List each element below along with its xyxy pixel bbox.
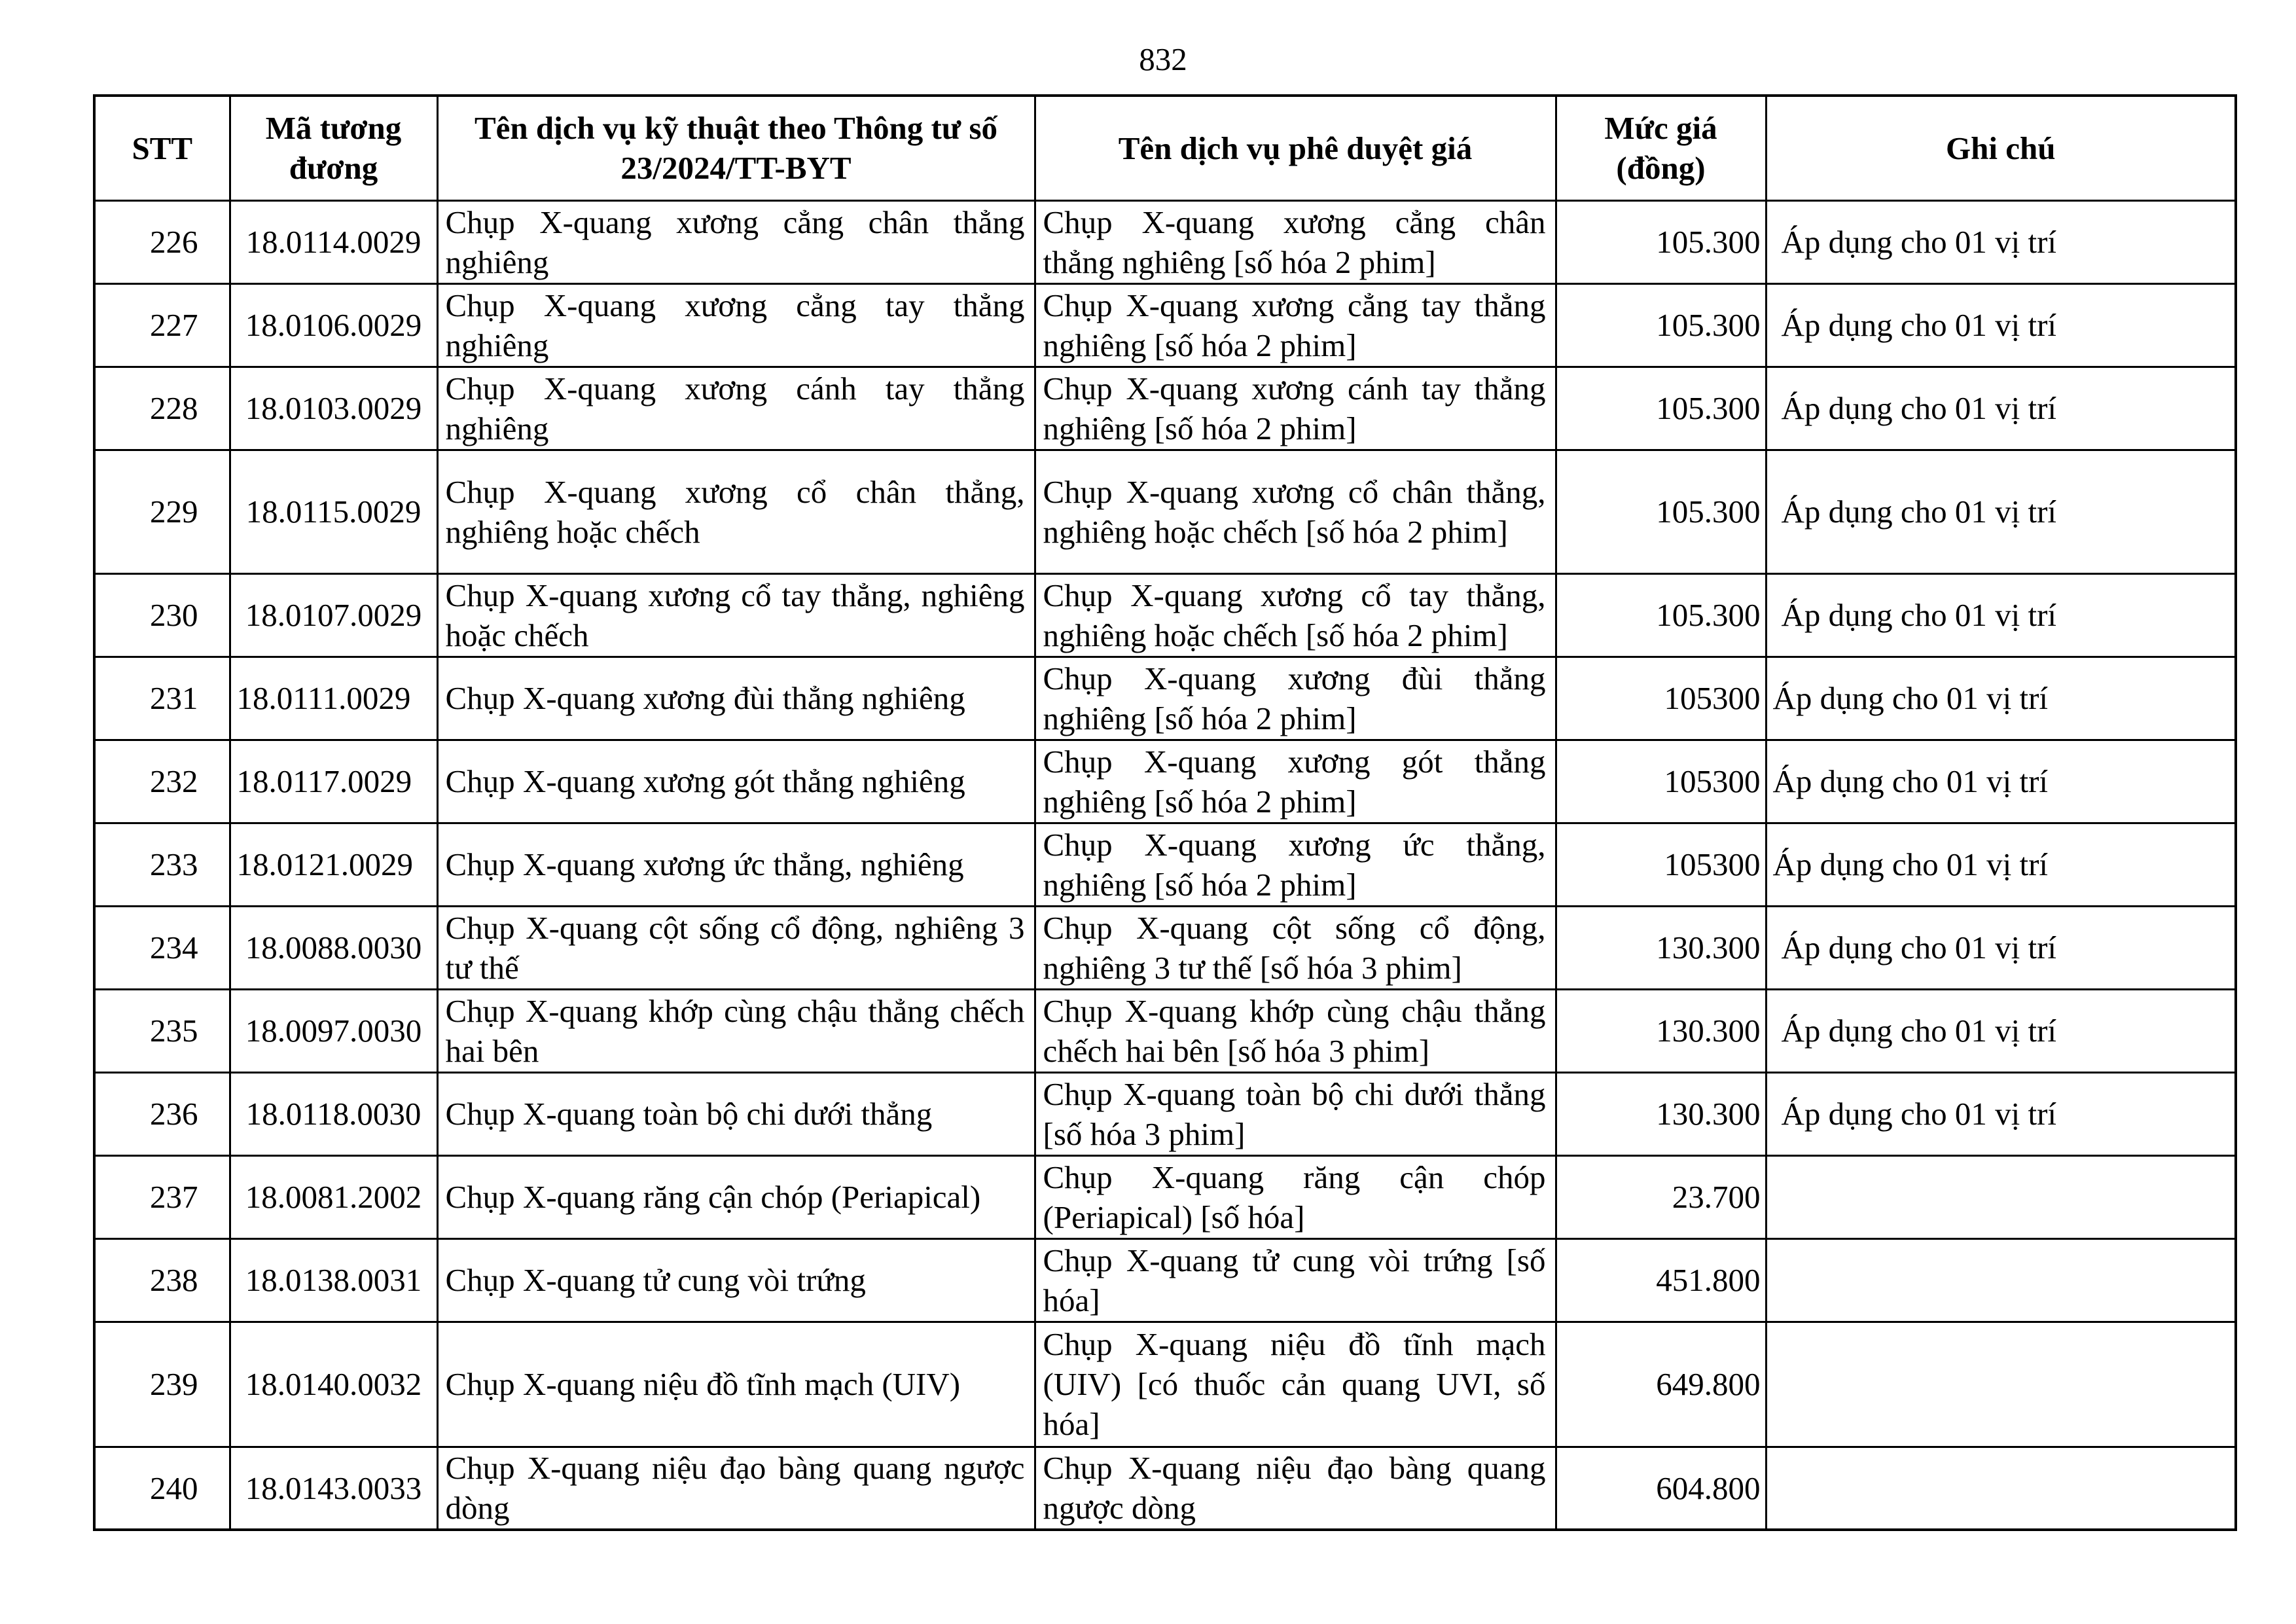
price-cell [1556,989,1766,1072]
technical-name-line: Chụp X-quang xương cẳng tay thẳng [445,287,1025,323]
price-cell [1556,1238,1766,1322]
technical-name-line: Chụp X-quang xương cổ chân thẳng, [445,473,1025,510]
stt-text: 238 [150,1262,198,1298]
header-stt-line: STT [132,130,193,166]
note-text: Áp dụng cho 01 vị trí [1781,494,2057,530]
header-technical-name-line: 23/2024/TT-BYT [620,150,852,187]
note-cell [1766,906,2236,989]
technical-name-cell [437,657,1035,740]
technical-name-cell [437,1447,1035,1530]
note-cell [1766,1072,2236,1155]
table-row [94,1072,2236,1155]
approved-name-cell [1035,450,1556,573]
technical-name-cell [437,989,1035,1072]
note-cell [1766,573,2236,657]
note-cell [1766,989,2236,1072]
technical-name-line: nghiêng hoặc chếch [445,513,700,550]
stt-cell [94,200,230,283]
approved-name-line: Chụp X-quang toàn bộ chi dưới thẳng [1043,1075,1546,1112]
price-cell [1556,1322,1766,1447]
note-cell [1766,450,2236,573]
approved-name-line: ngược dòng [1043,1490,1196,1526]
table-row [94,367,2236,450]
stt-cell [94,823,230,906]
code-cell [230,1322,437,1447]
code-text: 18.0114.0029 [245,224,422,260]
stt-cell [94,367,230,450]
technical-name-cell [437,1322,1035,1447]
stt-cell [94,1447,230,1530]
code-text: 18.0121.0029 [236,846,413,882]
approved-name-line: Chụp X-quang xương ức thẳng, [1043,826,1546,863]
header-price-line: Mức giá [1604,110,1717,147]
price-text: 23.700 [1672,1179,1761,1215]
stt-text: 234 [150,929,198,965]
table-row [94,906,2236,989]
price-text: 105.300 [1656,494,1761,530]
approved-name-line: Chụp X-quang xương đùi thẳng [1043,660,1546,696]
approved-name-line: nghiêng 3 tư thế [số hóa 3 phim] [1043,949,1462,986]
note-text: Áp dụng cho 01 vị trí [1781,929,2057,965]
table-row [94,1447,2236,1530]
price-cell [1556,1155,1766,1238]
code-text: 18.0103.0029 [245,390,422,426]
stt-cell [94,450,230,573]
note-cell [1766,823,2236,906]
approved-name-cell [1035,989,1556,1072]
price-cell [1556,450,1766,573]
stt-text: 230 [150,597,198,633]
stt-cell [94,573,230,657]
approved-name-line: nghiêng [số hóa 2 phim] [1043,410,1357,446]
code-cell [230,573,437,657]
code-text: 18.0097.0030 [245,1013,422,1049]
technical-name-cell [437,906,1035,989]
price-cell [1556,1072,1766,1155]
code-cell [230,1238,437,1322]
code-cell [230,1155,437,1238]
code-text: 18.0143.0033 [245,1470,422,1506]
note-text: Áp dụng cho 01 vị trí [1781,390,2057,426]
approved-name-cell [1035,823,1556,906]
note-text: Áp dụng cho 01 vị trí [1781,1096,2057,1132]
approved-name-line: Chụp X-quang tử cung vòi trứng [số [1043,1242,1546,1278]
stt-text: 229 [150,494,198,530]
approved-name-line: [số hóa 3 phim] [1043,1115,1246,1152]
approved-name-cell [1035,1447,1556,1530]
stt-text: 236 [150,1096,198,1132]
code-text: 18.0138.0031 [245,1262,422,1298]
table-row [94,657,2236,740]
table-row [94,200,2236,283]
note-text: Áp dụng cho 01 vị trí [1781,307,2057,343]
code-text: 18.0106.0029 [245,307,422,343]
approved-name-line: (UIV) [có thuốc cản quang UVI, số [1043,1366,1546,1402]
stt-text: 233 [150,846,198,882]
technical-name-line: tư thế [445,949,519,986]
approved-name-line: nghiêng [số hóa 2 phim] [1043,783,1357,820]
stt-text: 239 [150,1366,198,1402]
technical-name-cell [437,200,1035,283]
header-note-line: Ghi chú [1946,130,2056,166]
code-cell [230,657,437,740]
stt-cell [94,1072,230,1155]
stt-cell [94,657,230,740]
stt-text: 235 [150,1013,198,1049]
approved-name-line: thẳng nghiêng [số hóa 2 phim] [1043,244,1436,280]
approved-name-cell [1035,906,1556,989]
stt-text: 232 [150,763,198,799]
technical-name-line: Chụp X-quang toàn bộ chi dưới thẳng [445,1096,933,1132]
header-row [94,96,2236,200]
note-text: Áp dụng cho 01 vị trí [1772,680,2049,716]
header-approved-name [1035,96,1556,200]
code-text: 18.0107.0029 [245,597,422,633]
note-text: Áp dụng cho 01 vị trí [1781,224,2057,260]
technical-name-line: Chụp X-quang xương ức thẳng, nghiêng [445,846,964,882]
note-cell [1766,740,2236,823]
approved-name-line: Chụp X-quang xương gót thẳng [1043,743,1546,780]
header-stt [94,96,230,200]
approved-name-line: Chụp X-quang niệu đạo bàng quang [1043,1450,1546,1487]
stt-cell [94,989,230,1072]
header-price [1556,96,1766,200]
note-cell [1766,283,2236,367]
code-cell [230,283,437,367]
technical-name-line: Chụp X-quang niệu đạo bàng quang ngược [445,1450,1025,1487]
table-header [94,96,2236,200]
stt-text: 240 [150,1470,198,1506]
stt-text: 226 [150,224,198,260]
code-text: 18.0081.2002 [245,1179,422,1215]
stt-cell [94,1238,230,1322]
technical-name-line: nghiêng [445,327,549,363]
price-cell [1556,657,1766,740]
header-technical-name [437,96,1035,200]
stt-text: 231 [150,680,198,716]
approved-name-line: Chụp X-quang niệu đồ tĩnh mạch [1043,1326,1546,1362]
table-row [94,450,2236,573]
price-text: 105300 [1664,763,1761,799]
technical-name-line: nghiêng [445,244,549,280]
service-price-table [93,94,2237,1531]
price-cell [1556,1447,1766,1530]
technical-name-line: hoặc chếch [445,617,589,653]
technical-name-cell [437,1072,1035,1155]
code-cell [230,906,437,989]
note-cell [1766,1238,2236,1322]
approved-name-line: Chụp X-quang xương cẳng chân [1043,204,1546,240]
table-row [94,283,2236,367]
technical-name-line: Chụp X-quang niệu đồ tĩnh mạch (UIV) [445,1366,961,1402]
code-text: 18.0111.0029 [236,680,411,716]
approved-name-line: nghiêng hoặc chếch [số hóa 2 phim] [1043,617,1508,653]
technical-name-line: nghiêng [445,410,549,446]
stt-text: 228 [150,390,198,426]
code-cell [230,367,437,450]
technical-name-line: Chụp X-quang xương cẳng chân thẳng [445,204,1025,240]
table-row [94,1322,2236,1447]
price-cell [1556,906,1766,989]
technical-name-line: dòng [445,1490,510,1526]
approved-name-line: nghiêng [số hóa 2 phim] [1043,866,1357,903]
note-text: Áp dụng cho 01 vị trí [1781,1013,2057,1049]
approved-name-line: nghiêng [số hóa 2 phim] [1043,327,1357,363]
approved-name-cell [1035,1238,1556,1322]
note-cell [1766,1447,2236,1530]
approved-name-cell [1035,657,1556,740]
table-row [94,1238,2236,1322]
stt-text: 227 [150,307,198,343]
header-code-line: Mã tương [265,110,402,147]
approved-name-cell [1035,200,1556,283]
price-text: 130.300 [1656,1013,1761,1049]
price-cell [1556,823,1766,906]
stt-cell [94,906,230,989]
price-cell [1556,200,1766,283]
note-text: Áp dụng cho 01 vị trí [1772,763,2049,799]
approved-name-line: Chụp X-quang xương cẳng tay thẳng [1043,287,1546,323]
approved-name-line: Chụp X-quang khớp cùng chậu thẳng [1043,992,1546,1029]
header-technical-name-line: Tên dịch vụ kỹ thuật theo Thông tư số [474,110,998,147]
approved-name-line: nghiêng hoặc chếch [số hóa 2 phim] [1043,513,1508,550]
code-cell [230,740,437,823]
code-text: 18.0088.0030 [245,929,422,965]
stt-text: 237 [150,1179,198,1215]
table-row [94,1155,2236,1238]
price-cell [1556,740,1766,823]
code-cell [230,989,437,1072]
code-cell [230,1072,437,1155]
approved-name-line: chếch hai bên [số hóa 3 phim] [1043,1032,1430,1069]
header-approved-name-line: Tên dịch vụ phê duyệt giá [1118,130,1473,166]
price-text: 105300 [1664,680,1761,716]
technical-name-line: Chụp X-quang răng cận chóp (Periapical) [445,1179,981,1215]
price-cell [1556,283,1766,367]
technical-name-cell [437,1238,1035,1322]
stt-cell [94,740,230,823]
note-cell [1766,367,2236,450]
table-row [94,740,2236,823]
code-cell [230,1447,437,1530]
technical-name-cell [437,1155,1035,1238]
technical-name-line: Chụp X-quang xương gót thẳng nghiêng [445,763,965,799]
price-text: 649.800 [1656,1366,1761,1402]
stt-cell [94,1322,230,1447]
header-code [230,96,437,200]
price-text: 130.300 [1656,929,1761,965]
price-text: 105.300 [1656,390,1761,426]
code-cell [230,450,437,573]
technical-name-line: Chụp X-quang xương đùi thẳng nghiêng [445,680,965,716]
approved-name-line: Chụp X-quang xương cổ chân thẳng, [1043,473,1546,510]
approved-name-line: Chụp X-quang cột sống cổ động, [1043,909,1546,946]
technical-name-cell [437,450,1035,573]
page-number: 832 [1139,41,1187,77]
technical-name-cell [437,367,1035,450]
table-body [94,200,2236,1530]
technical-name-line: Chụp X-quang cột sống cổ động, nghiêng 3 [445,909,1025,946]
approved-name-cell [1035,573,1556,657]
approved-name-line: Chụp X-quang răng cận chóp [1043,1159,1546,1195]
code-cell [230,823,437,906]
approved-name-line: Chụp X-quang xương cổ tay thẳng, [1043,577,1546,613]
code-text: 18.0118.0030 [245,1096,422,1132]
approved-name-line: hóa] [1043,1406,1100,1442]
approved-name-line: (Periapical) [số hóa] [1043,1199,1305,1235]
approved-name-line: Chụp X-quang xương cánh tay thẳng [1043,370,1546,406]
price-text: 105300 [1664,846,1761,882]
price-cell [1556,367,1766,450]
stt-cell [94,283,230,367]
header-code-line: đương [289,150,378,187]
note-cell [1766,1322,2236,1447]
note-cell [1766,200,2236,283]
technical-name-line: Chụp X-quang khớp cùng chậu thẳng chếch [445,992,1025,1029]
note-cell [1766,1155,2236,1238]
price-cell [1556,573,1766,657]
header-price-line: (đồng) [1616,150,1706,187]
price-text: 604.800 [1656,1470,1761,1506]
approved-name-line: nghiêng [số hóa 2 phim] [1043,700,1357,736]
note-text: Áp dụng cho 01 vị trí [1781,597,2057,633]
code-cell [230,200,437,283]
note-cell [1766,657,2236,740]
code-text: 18.0117.0029 [236,763,412,799]
technical-name-cell [437,573,1035,657]
code-text: 18.0140.0032 [245,1366,422,1402]
approved-name-cell [1035,367,1556,450]
technical-name-line: Chụp X-quang tử cung vòi trứng [445,1262,866,1298]
technical-name-line: Chụp X-quang xương cánh tay thẳng [445,370,1025,406]
table-row [94,823,2236,906]
technical-name-cell [437,283,1035,367]
price-text: 105.300 [1656,597,1761,633]
price-text: 451.800 [1656,1262,1761,1298]
note-text: Áp dụng cho 01 vị trí [1772,846,2049,882]
approved-name-line: hóa] [1043,1282,1100,1318]
table-row [94,573,2236,657]
header-note [1766,96,2236,200]
approved-name-cell [1035,1155,1556,1238]
code-text: 18.0115.0029 [245,494,422,530]
technical-name-cell [437,823,1035,906]
technical-name-line: hai bên [445,1032,539,1069]
technical-name-line: Chụp X-quang xương cổ tay thẳng, nghiêng [445,577,1025,613]
stt-cell [94,1155,230,1238]
price-text: 105.300 [1656,307,1761,343]
approved-name-cell [1035,740,1556,823]
approved-name-cell [1035,1072,1556,1155]
technical-name-cell [437,740,1035,823]
price-text: 130.300 [1656,1096,1761,1132]
approved-name-cell [1035,1322,1556,1447]
table-row [94,989,2236,1072]
price-text: 105.300 [1656,224,1761,260]
approved-name-cell [1035,283,1556,367]
